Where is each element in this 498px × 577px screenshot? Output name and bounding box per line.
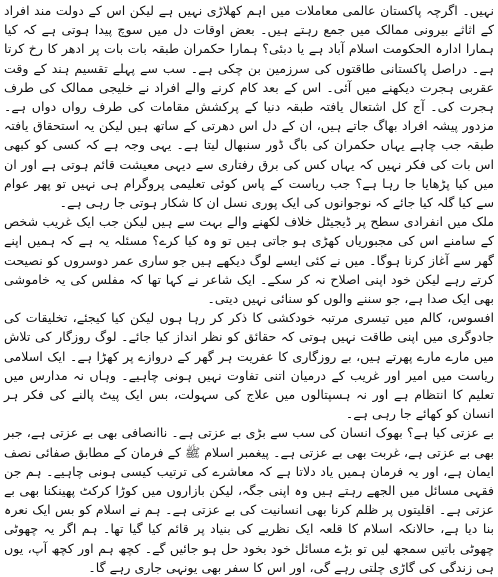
article-paragraph-2: ملک میں انفرادی سطح پر ڈیجیٹل خلاف لکھنے والے بہت سے ہیں لیکن جب ایک غریب شخص کے سامنے اس کی مجبوریاں کھڑی ہو جاتی ہیں تو وہ کیا کرے؟ مسئلہ یہ ہے کہ ہمیں اپنے گھر سے آغاز کرنا ہوگا۔ میں نے کئی ایسے لوگ دیکھے ہیں جو ساری عمر دوسروں کو نصیحت کرتے رہے لیکن خود اپنی اصلاح نہ کر سکے۔ ایک شاعر نے کہا تھا کہ مفلس کی یہ خاموشی بھی ایک صدا ہے، جو سننے والوں کو سنائی نہیں دیتی۔ — [4, 214, 494, 307]
article-paragraph-4: بے عزتی کیا ہے؟ بھوک انسان کی سب سے بڑی بے عزتی ہے۔ ناانصافی بھی بے عزتی ہے، جبر بھی بے عزتی ہے، غربت بھی بے عزتی ہے۔ پیغمبر اسلام ﷺ کے فرمان کے مطابق صفائی نصف ایمان ہے، اور یہ فرمان ہمیں یاد دلاتا ہے کہ معاشرے کی ترتیب کیسی ہونی چاہیے۔ ہم جن فقہی مسائل میں الجھے رہتے ہیں وہ اپنی جگہ، لیکن بازاروں میں کوڑا کرکٹ پھینکنا بھی بے عزتی ہے۔ اقلیتوں پر ظلم کرنا بھی انسانیت کی بے عزتی ہے۔ ہم نے اسلام کو بس ایک نعرہ بنا دیا ہے، حالانکہ اسلام کا قلعہ ایک نظریے کی بنیاد پر قائم کیا گیا تھا۔ ہم اگر یہ چھوٹی چھوٹی باتیں سمجھ لیں تو بڑے مسائل خود بخود حل ہو جائیں گے۔ کچھ ہم اور کچھ آپ، یوں ہی زندگی کی گاڑی چلتی رہے گی، اور اس کا سفر بھی یونہی جاری رہے گا۔ — [4, 425, 494, 575]
article-paragraph-1: نہیں۔ اگرچہ پاکستان عالمی معاملات میں اہم کھلاڑی نہیں ہے لیکن اس کے دولت مند افراد کے اثاثے بیرونی ممالک میں جمع رہتے ہیں۔ بعض اوقات دل میں سوچ پیدا ہوتی ہے کہ کیا ہمارا ادارہ الحکومت اسلام آباد ہے یا دبئی؟ ہمارا حکمران طبقہ بات بات پر ادھر کا رخ کرتا ہے۔ دراصل پاکستانی طاقتوں کی سرزمین بن چکی ہے۔ سب سے پہلے تقسیم ہند کے وقت عقربی ہجرت دیکھنے میں آئی۔ اس کے بعد کام کرنے والے افراد نے خلیجی ممالک کی طرف ہجرت کی۔ آج کل اشتعال یافتہ طبقہ دنیا کے پرکشش مقامات کی طرف رواں دواں ہے۔ مزدور پیشہ افراد بھاگ جاتے ہیں، ان کے دل اس دھرتی کے ساتھ ہیں لیکن یہ استحقاق یافتہ طبقہ جب چاہے یہاں حکمران کی باگ ڈور سنبھال لیتا ہے۔ یہی وجہ ہے کہ کسی کو کبھی اس بات کی فکر نہیں کہ یہاں کس کی برق رفتاری سے دیہی معیشت قائم ہوتی ہے اور ان میں کیا پڑھایا جا رہا ہے؟ جب ریاست کے پاس کوئی تعلیمی پروگرام ہی نہیں تو پھر عوام سے کیا گلہ کیا جائے کہ نوجوانوں کی ایک پوری نسل ان کا شکار ہوتی جا رہی ہے۔ — [4, 3, 494, 211]
article-column — [4, 1, 494, 577]
article-paragraph-3: افسوس، کالم میں تیسری مرتبہ خودکشی کا ذکر کر رہا ہوں لیکن کیا کیجئے، تخلیقات کی جادوگری میں اپنی طاقت نہیں ہوتی کہ حقائق کو نظر انداز کیا جائے۔ لوگ روزگار کی تلاش میں مارے مارے پھرتے ہیں، بے روزگاری کا عفریت ہر گھر کے دروازے پر کھڑا ہے۔ ایک اسلامی ریاست میں امیر اور غریب کے درمیان اتنی تفاوت نہیں ہونی چاہیے۔ وہاں نہ مدارس میں تعلیم کا انتظام ہے اور نہ ہسپتالوں میں علاج کی سہولت، بس ایک پیٹ پالنے کی فکر ہر انسان کو کھائے جا رہی ہے۔ — [4, 310, 494, 422]
